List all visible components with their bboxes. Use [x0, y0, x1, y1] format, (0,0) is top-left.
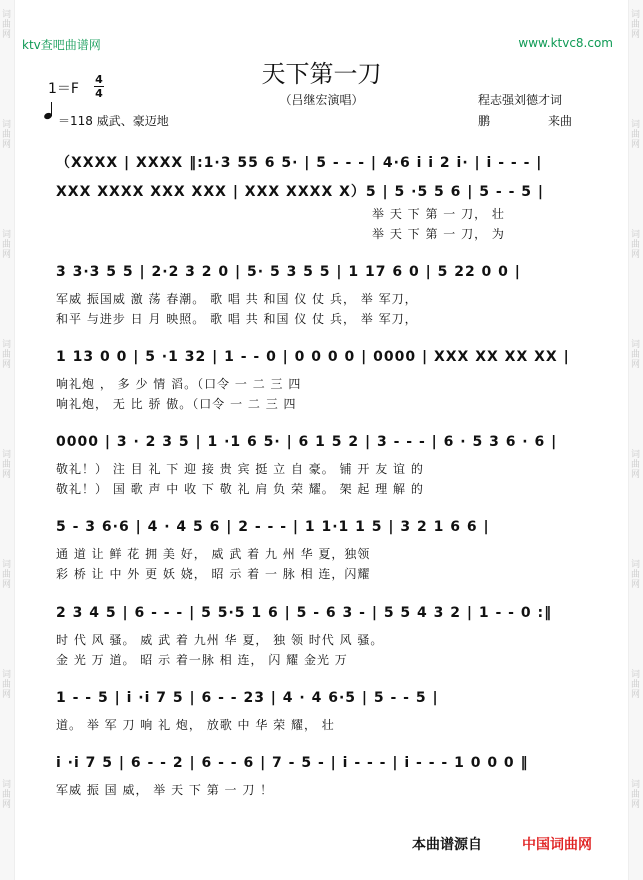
lyric-line: 举 天 下 第 一 刀， 壮 [372, 207, 505, 221]
key-signature: 1＝F [48, 81, 79, 97]
lyric-line: 金 光 万 道。 昭 示 着一脉 相 连， 闪 耀 金光 万 [56, 653, 348, 667]
left-watermark-strip [0, 0, 15, 880]
watermark-text: 词曲网 [2, 670, 12, 700]
score-line: 0000 | 3 · 2 3 5 | 1 ·1 6 5· | 6 1 5 2 | 3 - - - | 6 · 5 3 6 · 6 | [56, 434, 558, 450]
quarter-note-stem [51, 102, 52, 116]
singer-credit: （吕继宏演唱） [279, 93, 364, 107]
lyric-line: 军威 振国威 激 荡 春潮。 歌 唱 共 和国 仪 仗 兵， 举 军刀， [56, 292, 418, 306]
time-signature-bottom: 4 [95, 87, 103, 100]
score-line: 2 3 4 5 | 6 - - - | 5 5·5 1 6 | 5 - 6 3 - | 5 5 4 3 2 | 1 - - 0 :‖ [56, 605, 553, 621]
score-line: （XXXX | XXXX ‖:1·3 55 6 5· | 5 - - - | 4·6 i i 2 i· | i - - - | [56, 155, 543, 171]
watermark-text: 词曲网 [631, 10, 641, 40]
score-line: 5 - 3 6·6 | 4 · 4 5 6 | 2 - - - | 1 1·1 1 5 | 3 2 1 6 6 | [56, 519, 490, 535]
lyric-line: 彩 桥 让 中 外 更 妖 娆， 昭 示 着 一 脉 相 连，闪耀 [56, 567, 371, 581]
score-line: 1 13 0 0 | 5 ·1 32 | 1 - - 0 | 0 0 0 0 | 0000 | XXX XX XX XX | [56, 349, 570, 365]
watermark-text: 词曲网 [631, 670, 641, 700]
lyric-line: 响礼炮 ， 多 少 情 滔。（口令 一 二 三 四 [56, 377, 302, 391]
lyric-line: 敬礼！） 注 目 礼 下 迎 接 贵 宾 挺 立 自 豪。 铺 开 友 谊 的 [56, 462, 424, 476]
lyricist-credit: 程志强刘德才词 [478, 93, 563, 107]
source-site-link[interactable]: 中国词曲网 [522, 837, 592, 853]
lyric-line: 时 代 风 骚。 威 武 着 九州 华 夏， 独 领 时代 风 骚。 [56, 633, 384, 647]
watermark-text: 词曲网 [2, 340, 12, 370]
watermark-text: 词曲网 [2, 10, 12, 40]
watermark-text: 词曲网 [631, 780, 641, 810]
site-url-right[interactable]: www.ktvc8.com [518, 36, 613, 50]
site-name-left[interactable]: ktv查吧曲谱网 [22, 38, 101, 52]
lyric-line: 军威 振 国 威， 举 天 下 第 一 刀 ！ [56, 783, 274, 797]
watermark-text: 词曲网 [2, 450, 12, 480]
score-line: XXX XXXX XXX XXX | XXX XXXX X）5 | 5 ·5 5 6 | 5 - - 5 | [56, 184, 544, 200]
watermark-text: 词曲网 [2, 780, 12, 810]
watermark-text: 词曲网 [631, 230, 641, 260]
watermark-text: 词曲网 [631, 560, 641, 590]
lyric-line: 和平 与进步 日 月 映照。 歌 唱 共 和国 仪 仗 兵， 举 军刀， [56, 312, 418, 326]
right-watermark-strip [628, 0, 643, 880]
composer-name: 鹏 [478, 114, 491, 128]
time-signature-top: 4 [95, 73, 103, 86]
lyric-line: 举 天 下 第 一 刀， 为 [372, 227, 505, 241]
watermark-text: 词曲网 [2, 230, 12, 260]
song-title: 天下第一刀 [261, 60, 382, 88]
watermark-text: 词曲网 [2, 120, 12, 150]
watermark-text: 词曲网 [631, 450, 641, 480]
score-line: 3 3·3 5 5 | 2·2 3 2 0 | 5· 5 3 5 5 | 1 17 6 0 | 5 22 0 0 | [56, 264, 521, 280]
score-line: 1 - - 5 | i ·i 7 5 | 6 - - 23 | 4 · 4 6·5 | 5 - - 5 | [56, 690, 439, 706]
lyric-line: 敬礼！） 国 歌 声 中 收 下 敬 礼 肩 负 荣 耀。 架 起 理 解 的 [56, 482, 424, 496]
source-label: 本曲谱源自 [412, 837, 482, 853]
lyric-line: 通 道 让 鲜 花 拥 美 好， 威 武 着 九 州 华 夏，独领 [56, 547, 371, 561]
watermark-text: 词曲网 [631, 120, 641, 150]
tempo-marking: ＝118 威武、豪迈地 [58, 114, 169, 128]
watermark-text: 词曲网 [2, 560, 12, 590]
time-signature [94, 74, 104, 99]
lyric-line: 响礼炮， 无 比 骄 傲。（口令 一 二 三 四 [56, 397, 297, 411]
score-line: i ·i 7 5 | 6 - - 2 | 6 - - 6 | 7 - 5 - | i - - - | i - - - 1 0 0 0 ‖ [56, 755, 529, 771]
watermark-text: 词曲网 [631, 340, 641, 370]
composer-suffix: 来曲 [548, 114, 573, 128]
lyric-line: 道。 举 军 刀 响 礼 炮， 放歌 中 华 荣 耀， 壮 [56, 718, 335, 732]
